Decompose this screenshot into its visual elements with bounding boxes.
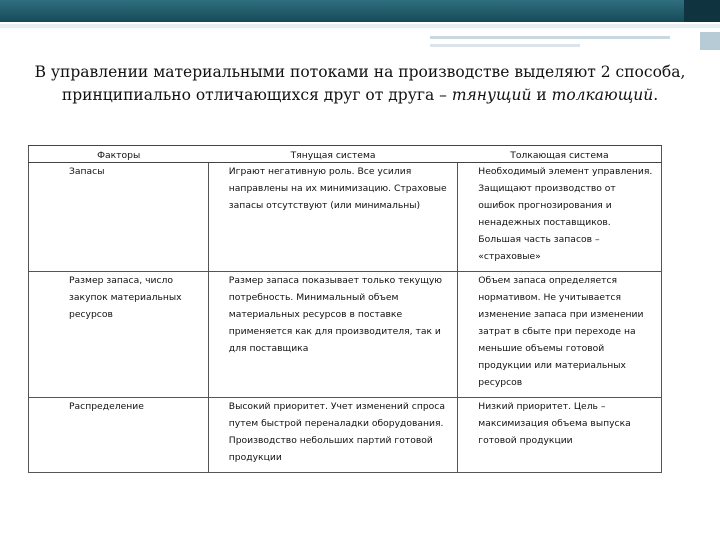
header-push-system: Толкающая система	[458, 146, 662, 163]
heading-push-word: толкающий	[551, 86, 654, 104]
heading-line-1: В управлении материальными потоками на производстве выделяют 2 способа,	[34, 63, 686, 81]
slide-top-bar-accent	[684, 0, 720, 22]
decor-stripe	[700, 32, 720, 50]
comparison-table	[28, 145, 662, 473]
factor-cell: Распределение	[29, 398, 209, 473]
pull-cell: Высокий приоритет. Учет изменений спроса путем быстрой переналадки оборудования. Производство небольших партий готовой продукции	[208, 398, 458, 473]
table-row	[29, 272, 662, 398]
heading-end: .	[653, 86, 659, 104]
slide-heading	[20, 61, 700, 107]
factor-cell: Размер запаса, число закупок материальных ресурсов	[29, 272, 209, 398]
table-row	[29, 163, 662, 272]
slide-decor-stripes	[0, 22, 720, 50]
heading-line-2-prefix: принципиально отличающихся друг от друга –	[61, 86, 452, 104]
pull-cell: Размер запаса показывает только текущую потребность. Минимальный объем материальных ресурсов в поставке применяется как для производителя, так и для поставщика	[208, 272, 458, 398]
table-row	[29, 398, 662, 473]
pull-cell: Играют негативную роль. Все усилия направлены на их минимизацию. Страховые запасы отсутствуют (или минимальны)	[208, 163, 458, 272]
heading-pull-word: тянущий	[451, 86, 532, 104]
heading-connector: и	[531, 86, 552, 104]
header-factors: Факторы	[29, 146, 209, 163]
decor-stripe	[430, 44, 580, 47]
push-cell: Необходимый элемент управления. Защищают производство от ошибок прогнозирования и ненадежных поставщиков. Большая часть запасов – «страховые»	[458, 163, 662, 272]
decor-stripe	[0, 24, 720, 28]
heading-line-2	[20, 84, 700, 107]
slide-top-bar	[0, 0, 720, 22]
table-header-row	[29, 146, 662, 163]
header-pull-system: Тянущая система	[208, 146, 458, 163]
push-cell: Низкий приоритет. Цель – максимизация объема выпуска готовой продукции	[458, 398, 662, 473]
decor-stripe	[430, 36, 670, 39]
push-cell: Объем запаса определяется нормативом. Не учитывается изменение запаса при изменении затрат в сбыте при переходе на меньшие объемы готовой продукции или материальных ресурсов	[458, 272, 662, 398]
factor-cell: Запасы	[29, 163, 209, 272]
